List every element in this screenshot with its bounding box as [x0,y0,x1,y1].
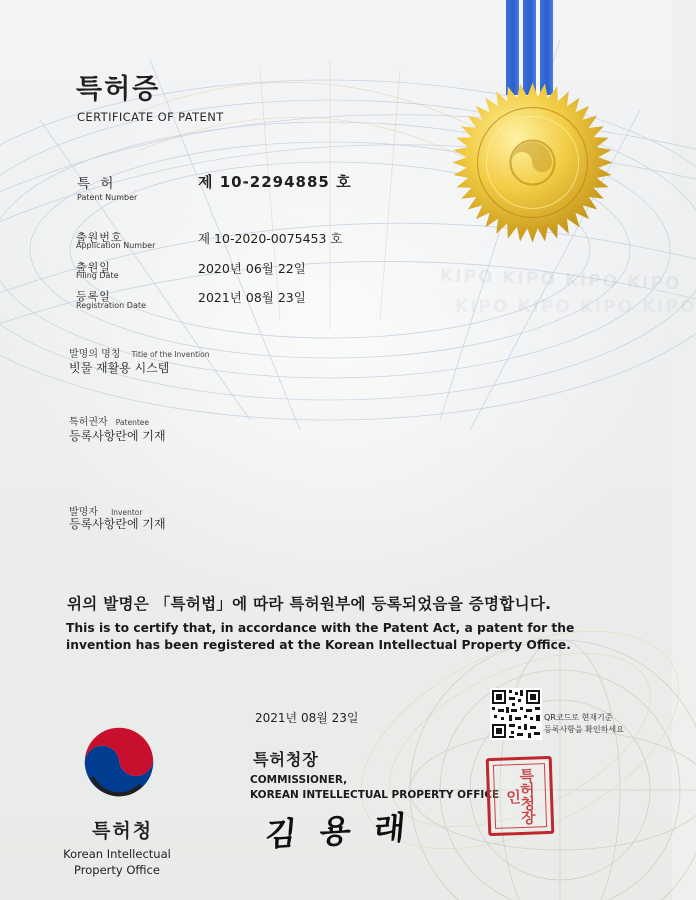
watermark-text: KIPO KIPO KIPO KIPO [439,265,682,295]
kipo-logo-icon [79,722,159,802]
issue-date: 2021년 08월 23일 [255,711,359,725]
patent-number-label-english: Patent Number [77,193,138,202]
patent-number-value: 제 10-2294885 호 [198,173,352,191]
certification-statement-korean: 위의 발명은 「특허법」에 따라 특허원부에 등록되었음을 증명합니다. [67,595,552,613]
official-seal-stamp [486,756,555,836]
registration-date-label-english: Registration Date [76,301,146,310]
invention-title-label: 발명의 명칭 [69,349,121,360]
commissioner-title: 특허청장 [253,750,319,769]
watermark-text: KIPO KIPO KIPO KIPO [455,297,696,317]
certificate-title: 특허증 [76,74,161,105]
application-number-value: 제 10-2020-0075453 호 [198,231,343,246]
commissioner-title-english-line1: COMMISSIONER, [250,774,348,786]
application-number-label-english: Application Number [76,241,156,250]
patentee-label-english: Patentee [115,418,149,427]
gold-seal-icon [450,80,615,245]
inventor-label-english: Inventor [111,508,143,517]
inventor-value: 등록사항란에 기재 [69,517,166,531]
qr-note-line2: 등록사항을 확인하세요 [544,725,624,734]
commissioner-signature: 김 용 래 [263,808,413,854]
seal-text: 특허청장인 [493,763,547,829]
qr-note-line1: QR코드로 현재기준 [544,713,613,722]
invention-title-label-english: Title of the Invention [131,350,210,359]
filing-date-label-english: Filing Date [76,271,119,280]
filing-date-label: 출원일 [76,261,111,274]
commissioner-title-english-line2: KOREAN INTELLECTUAL PROPERTY OFFICE [250,789,500,801]
certification-statement-english-line1: This is to certify that, in accordance with the Patent Act, a patent for the [66,621,575,635]
office-name-korean: 특허청 [92,820,154,842]
registration-date-label: 등록일 [76,290,111,303]
certification-statement-english-line2: invention has been registered at the Korean Intellectual Property Office. [66,638,571,652]
qr-code-icon[interactable] [490,688,542,740]
filing-date-value: 2020년 06월 22일 [198,261,306,276]
office-name-english-line1: Korean Intellectual [63,847,171,861]
invention-title-value: 빗물 재활용 시스템 [69,361,170,375]
certificate-title-english: CERTIFICATE OF PATENT [77,110,224,124]
application-number-label: 출원번호 [76,231,123,244]
patentee-value: 등록사항란에 기재 [69,429,166,443]
registration-date-value: 2021년 08월 23일 [198,290,306,305]
patent-number-label: 특 허 [77,176,117,192]
inventor-label: 발명자 [69,507,98,518]
office-name-english-line2: Property Office [74,863,160,877]
patentee-label: 특허권자 [69,417,108,428]
